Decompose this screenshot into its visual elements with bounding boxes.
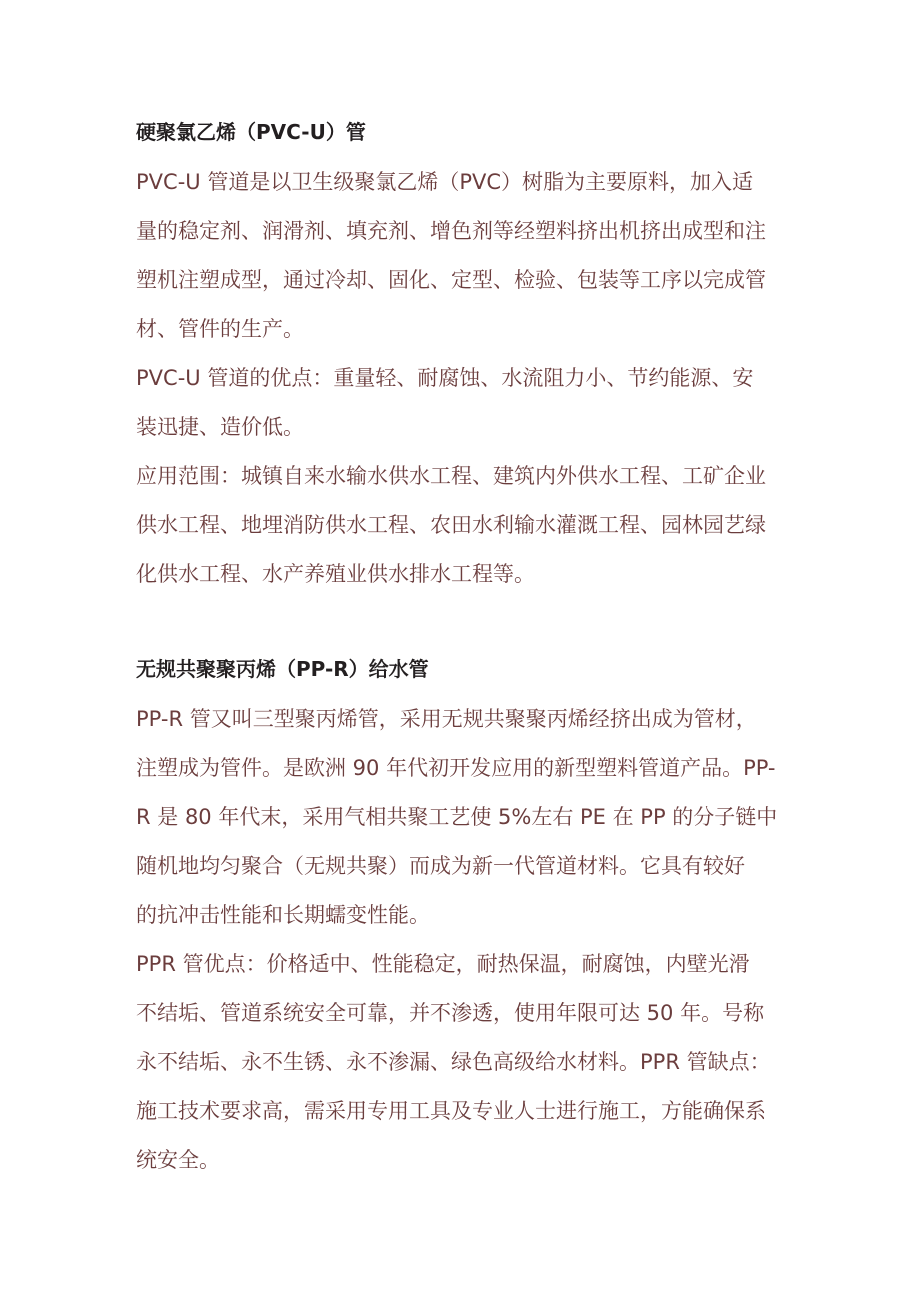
- text-line: PVC-U 管道是以卫生级聚氯乙烯（PVC）树脂为主要原料，加入适: [136, 170, 754, 194]
- text-line: PVC-U 管道的优点：重量轻、耐腐蚀、水流阻力小、节约能源、安: [136, 366, 754, 390]
- text-line: R 是 80 年代末，采用气相共聚工艺使 5%左右 PE 在 PP 的分子链中: [136, 805, 778, 829]
- text-line: 材、管件的生产。: [136, 317, 304, 341]
- text-line: 应用范围：城镇自来水输水供水工程、建筑内外供水工程、工矿企业: [136, 464, 766, 488]
- text-line: 永不结垢、永不生锈、永不渗漏、绿色高级给水材料。PPR 管缺点：: [136, 1050, 771, 1074]
- text-line: 随机地均匀聚合（无规共聚）而成为新一代管道材料。它具有较好: [136, 854, 745, 878]
- section-title-pp-r: 无规共聚聚丙烯（PP-R）给水管: [136, 657, 429, 681]
- text-line: 注塑成为管件。是欧洲 90 年代初开发应用的新型塑料管道产品。PP-: [136, 756, 776, 780]
- text-line: 施工技术要求高，需采用专用工具及专业人士进行施工，方能确保系: [136, 1099, 766, 1123]
- text-line: PP-R 管又叫三型聚丙烯管，采用无规共聚聚丙烯经挤出成为管材，: [136, 707, 757, 731]
- section-title-pvc-u: 硬聚氯乙烯（PVC-U）管: [136, 120, 366, 144]
- text-line: 装迅捷、造价低。: [136, 415, 304, 439]
- paragraph-ppr-pros-cons: [136, 940, 786, 1185]
- text-line: 的抗冲击性能和长期蠕变性能。: [136, 903, 430, 927]
- text-line: 不结垢、管道系统安全可靠，并不渗透，使用年限可达 50 年。号称: [136, 1001, 765, 1025]
- text-line: PPR 管优点：价格适中、性能稳定，耐热保温，耐腐蚀，内壁光滑: [136, 952, 750, 976]
- paragraph-pvc-u-description: [136, 158, 786, 354]
- section-divider-space: [136, 599, 786, 649]
- paragraph-pvc-u-advantages: [136, 354, 786, 452]
- text-line: 供水工程、地埋消防供水工程、农田水利输水灌溉工程、园林园艺绿: [136, 513, 766, 537]
- text-line: 量的稳定剂、润滑剂、填充剂、增色剂等经塑料挤出机挤出成型和注: [136, 219, 766, 243]
- paragraph-pp-r-description: [136, 695, 786, 940]
- text-line: 塑机注塑成型，通过冷却、固化、定型、检验、包装等工序以完成管: [136, 268, 766, 292]
- text-line: 化供水工程、水产养殖业供水排水工程等。: [136, 562, 535, 586]
- paragraph-pvc-u-applications: [136, 452, 786, 599]
- text-line: 统安全。: [136, 1148, 220, 1172]
- document-content: [136, 112, 786, 1185]
